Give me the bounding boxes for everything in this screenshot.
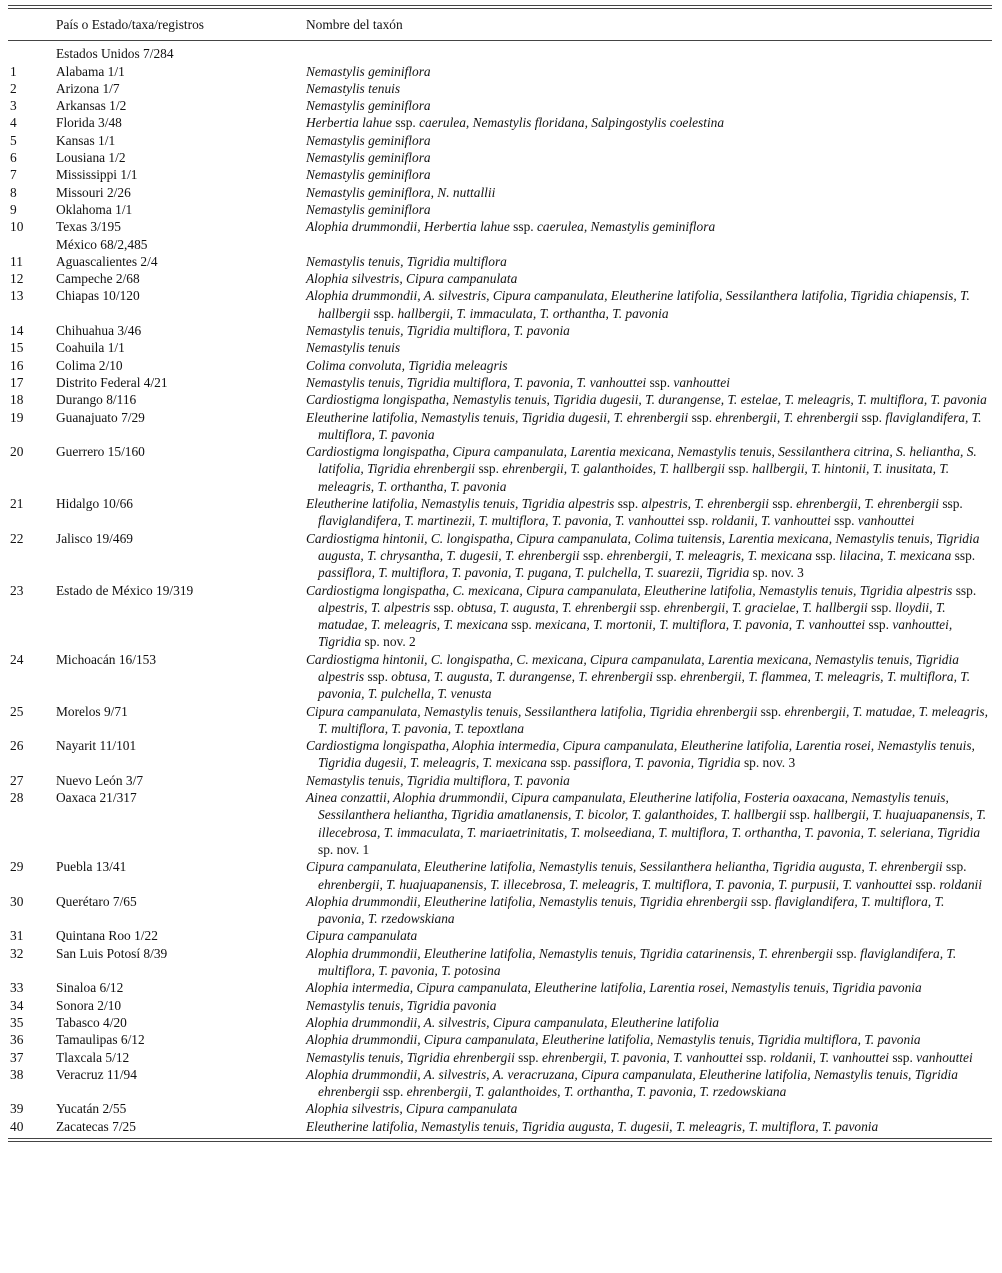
- table-row: [8, 97, 992, 114]
- row-number: 23: [10, 582, 24, 598]
- row-number: 33: [10, 980, 24, 996]
- rank-abbrev: ssp.: [954, 547, 976, 563]
- taxa-cell: Alophia drummondii, A. silvestris, A. veracruzana, Cipura campanulata, Eleutherine latifolia, Nemastylis tenuis, Tigridia ehrenbergii ssp. ehrenbergii, T. galanthoides, T. orthantha, T. pavonia, T. rzedowskiana: [306, 1066, 958, 1100]
- row-number: 2: [10, 80, 17, 96]
- table-row: [8, 1066, 992, 1101]
- taxa-cell: Colima convoluta, Tigridia meleagris: [306, 357, 508, 373]
- table-row: [8, 737, 992, 772]
- taxa-cell: Alophia drummondii, A. silvestris, Cipura campanulata, Eleutherine latifolia, Sessilanthera latifolia, Tigridia chiapensis, T. hallbergii ssp. hallbergii, T. immaculata, T. orthantha, T. pavonia: [306, 288, 970, 321]
- taxa-cell: Nemastylis geminiflora: [306, 98, 431, 114]
- rank-abbrev: ssp.: [946, 859, 967, 875]
- row-number: 34: [10, 997, 24, 1013]
- taxa-cell: Alophia drummondii, A. silvestris, Cipura campanulata, Eleutherine latifolia: [306, 1014, 719, 1030]
- rank-abbrev: ssp.: [550, 755, 571, 771]
- rank-abbrev: ssp.: [772, 496, 793, 512]
- table-row: [8, 184, 992, 201]
- table-row: [8, 322, 992, 339]
- rank-abbrev: sp. nov. 1: [318, 841, 370, 857]
- table-row: [8, 997, 992, 1014]
- taxa-cell: Eleutherine latifolia, Nemastylis tenuis, Tigridia alpestris ssp. alpestris, T. ehrenbergii ssp. ehrenbergii, T. ehrenbergii ssp. flaviglandifera, T. martinezii, T. multiflora, T. pavonia, T. vanhouttei ssp. roldanii, T. vanhouttei ssp. vanhouttei: [306, 496, 963, 529]
- location-cell: Nayarit 11/101: [56, 738, 137, 754]
- row-number: 39: [10, 1101, 24, 1117]
- taxa-cell: Herbertia lahue ssp. caerulea, Nemastylis floridana, Salpingostylis coelestina: [306, 115, 725, 131]
- rank-abbrev: ssp.: [691, 409, 713, 425]
- table-row: [8, 927, 992, 944]
- location-cell: Estados Unidos 7/284: [56, 46, 174, 62]
- rank-abbrev: ssp.: [789, 807, 811, 823]
- location-cell: Guerrero 15/160: [56, 444, 145, 460]
- location-cell: Lousiana 1/2: [56, 150, 126, 166]
- header-taxa-column: Nombre del taxón: [306, 9, 992, 41]
- taxa-cell: Alophia drummondii, Cipura campanulata, Eleutherine latifolia, Nemastylis tenuis, Tigridia multiflora, T. pavonia: [306, 1032, 921, 1048]
- location-cell: Sonora 2/10: [56, 997, 122, 1013]
- rank-abbrev: ssp.: [582, 547, 604, 563]
- row-number: 26: [10, 738, 24, 754]
- table-row: [8, 218, 992, 235]
- rank-abbrev: ssp.: [513, 219, 534, 235]
- row-number: 6: [10, 150, 17, 166]
- taxa-cell: [306, 236, 992, 253]
- table-row: [8, 409, 992, 444]
- row-number: 24: [10, 651, 24, 667]
- table-row: [8, 945, 992, 980]
- taxa-cell: Nemastylis tenuis: [306, 340, 401, 356]
- location-cell: Sinaloa 6/12: [56, 980, 124, 996]
- table-row: [8, 893, 992, 928]
- row-number: 13: [10, 288, 24, 304]
- table-row: [8, 443, 992, 495]
- row-number: 16: [10, 357, 24, 373]
- taxa-cell: Cardiostigma longispatha, Alophia intermedia, Cipura campanulata, Eleutherine latifolia, Larentia rosei, Nemastylis tenuis, Tigridia dugesii, T. meleagris, T. mexicana ssp. passiflora, T. pavonia, Tigridia sp. nov. 3: [306, 738, 975, 771]
- table-row: [8, 1031, 992, 1048]
- rank-abbrev: ssp.: [373, 305, 395, 321]
- taxa-cell: Nemastylis tenuis, Tigridia multiflora, T. pavonia: [306, 323, 570, 339]
- taxa-cell: Cardiostigma hintonii, C. longispatha, Cipura campanulata, Colima tuitensis, Larentia mexicana, Nemastylis tenuis, Tigridia augusta, T. chrysantha, T. dugesii, T. ehrenbergii ssp. ehrenbergii, T. meleagris, T. mexicana ssp. lilacina, T. mexicana ssp. passiflora, T. multiflora, T. pavonia, T. pugana, T. pulchella, T. suarezii, Tigridia sp. nov. 3: [306, 530, 980, 581]
- location-cell: Coahuila 1/1: [56, 340, 125, 356]
- location-cell: Alabama 1/1: [56, 63, 125, 79]
- row-number: 9: [10, 201, 17, 217]
- rank-abbrev: ssp.: [656, 668, 677, 684]
- taxa-cell: Nemastylis geminiflora: [306, 150, 431, 166]
- table-header: [8, 9, 992, 41]
- taxa-cell: Cardiostigma hintonii, C. longispatha, C. mexicana, Cipura campanulata, Larentia mexicana, Nemastylis tenuis, Tigridia alpestris ssp. obtusa, T. augusta, T. durangense, T. ehrenbergii ssp. ehrenbergii, T. flammea, T. meleagris, T. multiflora, T. pavonia, T. pulchella, T. venusta: [306, 651, 971, 702]
- taxa-cell: Nemastylis tenuis, Tigridia multiflora, T. pavonia: [306, 772, 570, 788]
- location-cell: Quintana Roo 1/22: [56, 928, 158, 944]
- rank-abbrev: ssp.: [382, 1084, 404, 1100]
- rank-abbrev: ssp.: [861, 409, 883, 425]
- row-number: 11: [10, 253, 23, 269]
- table-row: [8, 114, 992, 131]
- header-number-column: [8, 9, 56, 41]
- taxon-distribution-table: [8, 9, 992, 1135]
- row-number: 17: [10, 374, 24, 390]
- row-number: 20: [10, 444, 24, 460]
- row-number: 3: [10, 98, 17, 114]
- rank-abbrev: ssp.: [915, 876, 936, 892]
- rank-abbrev: ssp.: [617, 496, 639, 512]
- rank-abbrev: ssp.: [871, 599, 892, 615]
- rank-abbrev: ssp.: [511, 617, 532, 633]
- rank-abbrev: sp. nov. 2: [364, 634, 416, 650]
- table-row: [8, 339, 992, 356]
- taxa-cell: Cardiostigma longispatha, C. mexicana, Cipura campanulata, Eleutherine latifolia, Nemastylis tenuis, Tigridia alpestris ssp. alpestris, T. alpestris ssp. obtusa, T. augusta, T. ehrenbergii ssp. ehrenbergii, T. gracielae, T. hallbergii ssp. lloydii, T. matudae, T. meleagris, T. mexicana ssp. mexicana, T. mortonii, T. multiflora, T. pavonia, T. vanhouttei ssp. vanhouttei, Tigridia sp. nov. 2: [306, 582, 977, 650]
- table-row: [8, 651, 992, 703]
- row-number: [8, 41, 56, 63]
- taxa-cell: Cardiostigma longispatha, Cipura campanulata, Larentia mexicana, Nemastylis tenuis, Sessilanthera citrina, S. heliantha, S. latifolia, Tigridia ehrenbergii ssp. ehrenbergii, T. galanthoides, T. hallbergii ssp. hallbergii, T. hintonii, T. inusitata, T. meleagris, T. orthantha, T. pavonia: [306, 444, 977, 494]
- table-row: [8, 391, 992, 408]
- table-row: [8, 132, 992, 149]
- taxa-cell: Nemastylis tenuis: [306, 80, 401, 96]
- taxa-cell: Alophia silvestris, Cipura campanulata: [306, 271, 518, 287]
- taxa-cell: Nemastylis tenuis, Tigridia multiflora: [306, 253, 507, 269]
- location-cell: Distrito Federal 4/21: [56, 374, 168, 390]
- row-number: 35: [10, 1014, 24, 1030]
- taxa-cell: Alophia drummondii, Eleutherine latifolia, Nemastylis tenuis, Tigridia ehrenbergii ssp. flaviglandifera, T. multiflora, T. pavonia, T. rzedowskiana: [306, 893, 945, 927]
- location-cell: Arizona 1/7: [56, 80, 120, 96]
- location-cell: Morelos 9/71: [56, 703, 128, 719]
- location-cell: México 68/2,485: [56, 236, 148, 252]
- table-row: [8, 1118, 992, 1135]
- table-row: [8, 772, 992, 789]
- row-number: 30: [10, 893, 24, 909]
- row-number: 4: [10, 115, 17, 131]
- row-number: 22: [10, 530, 24, 546]
- location-cell: Jalisco 19/469: [56, 530, 133, 546]
- taxa-cell: Cipura campanulata, Nemastylis tenuis, Sessilanthera latifolia, Tigridia ehrenbergii ssp. ehrenbergii, T. matudae, T. meleagris, T. multiflora, T. pavonia, T. tepoxtlana: [306, 703, 988, 736]
- rank-abbrev: ssp.: [760, 703, 782, 719]
- location-cell: Missouri 2/26: [56, 184, 131, 200]
- location-cell: Estado de México 19/319: [56, 582, 194, 598]
- taxa-cell: Nemastylis tenuis, Tigridia pavonia: [306, 997, 497, 1013]
- header-location-column: País o Estado/taxa/registros: [56, 9, 306, 41]
- table-row: [8, 789, 992, 858]
- row-number: 15: [10, 340, 24, 356]
- rank-abbrev: ssp.: [750, 893, 772, 909]
- rank-abbrev: ssp.: [728, 461, 749, 477]
- row-number: 19: [10, 409, 24, 425]
- table-row: [8, 166, 992, 183]
- row-number: 5: [10, 132, 17, 148]
- taxa-cell: Alophia drummondii, Eleutherine latifolia, Nemastylis tenuis, Tigridia catarinensis, T. ehrenbergii ssp. flaviglandifera, T. multiflora, T. pavonia, T. potosina: [306, 945, 957, 979]
- location-cell: Tabasco 4/20: [56, 1014, 127, 1030]
- location-cell: Guanajuato 7/29: [56, 409, 145, 425]
- location-cell: Florida 3/48: [56, 115, 122, 131]
- location-cell: Nuevo León 3/7: [56, 772, 144, 788]
- location-cell: Tlaxcala 5/12: [56, 1049, 130, 1065]
- location-cell: Chiapas 10/120: [56, 288, 140, 304]
- table-row: [8, 80, 992, 97]
- table-row: [8, 270, 992, 287]
- table-row: [8, 1100, 992, 1117]
- location-cell: Colima 2/10: [56, 357, 123, 373]
- location-cell: Durango 8/116: [56, 392, 137, 408]
- location-cell: Aguascalientes 2/4: [56, 253, 158, 269]
- table-bottom-rule: [8, 1138, 992, 1142]
- taxa-cell: Nemastylis geminiflora, N. nuttallii: [306, 184, 496, 200]
- rank-abbrev: ssp.: [942, 496, 963, 512]
- table-row: [8, 530, 992, 582]
- taxa-cell: Alophia intermedia, Cipura campanulata, Eleutherine latifolia, Larentia rosei, Nemastylis tenuis, Tigridia pavonia: [306, 980, 922, 996]
- taxa-cell: Alophia drummondii, Herbertia lahue ssp. caerulea, Nemastylis geminiflora: [306, 219, 716, 235]
- header-row: [8, 9, 992, 41]
- table-row: [8, 201, 992, 218]
- rank-abbrev: sp. nov. 3: [743, 755, 796, 771]
- taxa-cell: Cardiostigma longispatha, Nemastylis tenuis, Tigridia dugesii, T. durangense, T. estelae, T. meleagris, T. multiflora, T. pavonia: [306, 392, 987, 408]
- location-cell: Chihuahua 3/46: [56, 323, 142, 339]
- location-cell: Campeche 2/68: [56, 271, 140, 287]
- rank-abbrev: ssp.: [395, 115, 416, 131]
- location-cell: Querétaro 7/65: [56, 893, 137, 909]
- location-cell: Oklahoma 1/1: [56, 201, 133, 217]
- taxa-cell: Cipura campanulata, Eleutherine latifolia, Nemastylis tenuis, Sessilanthera heliantha, Tigridia augusta, T. ehrenbergii ssp. ehrenbergii, T. huajuapanensis, T. illecebrosa, T. meleagris, T. multiflora, T. pavonia, T. purpusii, T. vanhouttei ssp. roldanii: [306, 859, 982, 892]
- table-row: [8, 495, 992, 530]
- location-cell: Yucatán 2/55: [56, 1101, 127, 1117]
- location-cell: Kansas 1/1: [56, 132, 116, 148]
- rank-abbrev: ssp.: [478, 461, 499, 477]
- row-number: 32: [10, 945, 24, 961]
- table-row: [8, 357, 992, 374]
- table-body: [8, 41, 992, 1135]
- taxa-cell: [306, 41, 992, 63]
- taxa-cell: Eleutherine latifolia, Nemastylis tenuis, Tigridia augusta, T. dugesii, T. meleagris, T. multiflora, T. pavonia: [306, 1118, 879, 1134]
- row-number: 40: [10, 1118, 24, 1134]
- rank-abbrev: ssp.: [639, 599, 661, 615]
- row-number: [8, 236, 56, 253]
- table-row: [8, 149, 992, 166]
- rank-abbrev: ssp.: [687, 513, 709, 529]
- row-number: 38: [10, 1066, 24, 1082]
- rank-abbrev: ssp.: [834, 513, 855, 529]
- table-row: [8, 287, 992, 322]
- row-number: 12: [10, 271, 24, 287]
- rank-abbrev: ssp.: [868, 617, 889, 633]
- location-cell: San Luis Potosí 8/39: [56, 945, 168, 961]
- taxa-cell: Nemastylis tenuis, Tigridia ehrenbergii ssp. ehrenbergii, T. pavonia, T. vanhouttei ssp. roldanii, T. vanhouttei ssp. vanhouttei: [306, 1049, 973, 1065]
- location-cell: Mississippi 1/1: [56, 167, 138, 183]
- location-cell: Tamaulipas 6/12: [56, 1032, 145, 1048]
- rank-abbrev: ssp.: [892, 1049, 913, 1065]
- table-row: [8, 236, 992, 253]
- row-number: 29: [10, 859, 24, 875]
- location-cell: Puebla 13/41: [56, 859, 127, 875]
- taxa-cell: Nemastylis geminiflora: [306, 167, 431, 183]
- row-number: 21: [10, 496, 24, 512]
- row-number: 10: [10, 219, 24, 235]
- taxa-cell: Nemastylis geminiflora: [306, 132, 431, 148]
- taxa-cell: Eleutherine latifolia, Nemastylis tenuis, Tigridia dugesii, T. ehrenbergii ssp. ehrenbergii, T. ehrenbergii ssp. flaviglandifera, T. multiflora, T. pavonia: [306, 409, 982, 442]
- rank-abbrev: ssp.: [433, 599, 454, 615]
- table-row: [8, 703, 992, 738]
- location-cell: Arkansas 1/2: [56, 98, 127, 114]
- rank-abbrev: ssp.: [649, 374, 671, 390]
- table-row: [8, 41, 992, 63]
- row-number: 31: [10, 928, 24, 944]
- table-row: [8, 253, 992, 270]
- taxa-cell: Nemastylis geminiflora: [306, 201, 431, 217]
- location-cell: Michoacán 16/153: [56, 651, 157, 667]
- rank-abbrev: sp. nov. 3: [752, 565, 804, 581]
- row-number: 25: [10, 703, 24, 719]
- table-row: [8, 1014, 992, 1031]
- location-cell: Hidalgo 10/66: [56, 496, 133, 512]
- rank-abbrev: ssp.: [518, 1049, 539, 1065]
- location-cell: Texas 3/195: [56, 219, 121, 235]
- row-number: 37: [10, 1049, 24, 1065]
- taxa-cell: Cipura campanulata: [306, 928, 418, 944]
- location-cell: Zacatecas 7/25: [56, 1118, 136, 1134]
- rank-abbrev: ssp.: [815, 547, 836, 563]
- rank-abbrev: ssp.: [955, 582, 977, 598]
- taxa-cell: Nemastylis geminiflora: [306, 63, 431, 79]
- taxa-cell: Alophia silvestris, Cipura campanulata: [306, 1101, 518, 1117]
- table-row: [8, 858, 992, 893]
- table-row: [8, 979, 992, 996]
- taxa-cell: Ainea conzattii, Alophia drummondii, Cipura campanulata, Eleutherine latifolia, Fosteria oaxacana, Nemastylis tenuis, Sessilanthera heliantha, Tigridia amatlanensis, T. bicolor, T. galanthoides, T. hallbergii ssp. hallbergii, T. huajuapanensis, T. illecebrosa, T. immaculata, T. mariaetrinitatis, T. molseediana, T. multiflora, T. orthantha, T. pavonia, T. seleriana, Tigridia sp. nov. 1: [306, 790, 987, 857]
- table-row: [8, 374, 992, 391]
- table-row: [8, 63, 992, 80]
- row-number: 8: [10, 184, 17, 200]
- row-number: 1: [10, 63, 17, 79]
- rank-abbrev: ssp.: [367, 668, 388, 684]
- row-number: 36: [10, 1032, 24, 1048]
- table-row: [8, 582, 992, 651]
- taxa-cell: Nemastylis tenuis, Tigridia multiflora, T. pavonia, T. vanhouttei ssp. vanhouttei: [306, 374, 730, 390]
- row-number: 14: [10, 323, 24, 339]
- row-number: 18: [10, 392, 24, 408]
- row-number: 7: [10, 167, 17, 183]
- rank-abbrev: ssp.: [836, 945, 857, 961]
- table-row: [8, 1049, 992, 1066]
- row-number: 27: [10, 772, 24, 788]
- location-cell: Veracruz 11/94: [56, 1066, 137, 1082]
- row-number: 28: [10, 790, 24, 806]
- rank-abbrev: ssp.: [746, 1049, 767, 1065]
- location-cell: Oaxaca 21/317: [56, 790, 137, 806]
